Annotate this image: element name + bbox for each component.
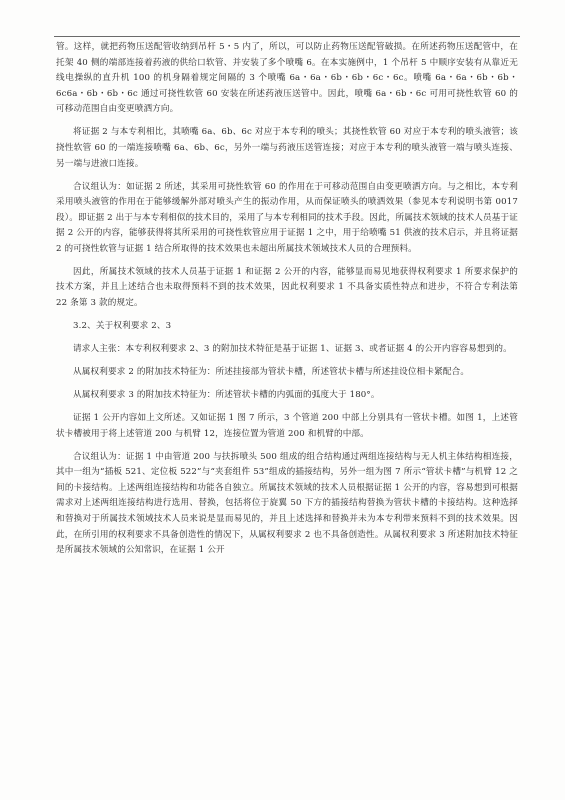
paragraph-evidence-1-disclosure: 证据 1 公开内容如上文所述。又如证据 1 图 7 所示，3 个管道 200 中部上分别具有一管状卡槽。如图 1，上述管状卡槽被用于将上述管道 200 与机臂 12，连接位置为管道 200 和机臂的中部。 — [56, 413, 518, 439]
paragraph-continuation: 管。这样，就把药物压送配管收纳到吊杆 5・5 内了，所以，可以防止药物压送配管破损。在所述药物压送配管中，在托架 40 侧的端部连接着药液的供给口软管、并安装了多个喷嘴 6。在本实施例中，1 个吊杆 5 中顺序安装有从靠近无线电操纵的直升机 100 的机身隔着规定间隔的 3 个喷嘴 6a・6a・6b・6b・6c・6c。喷嘴 6a・6a・6b・6b・6c6a・6b・6b・6c 通过可挠性软管 60 安装在所述药液压送管中。因此，喷嘴 6a・6b・6c 可用可挠性软管 60 的可移动范围自由变更喷洒方向。 — [56, 42, 518, 115]
section-heading-3-2: 3.2、关于权利要求 2、3 — [73, 321, 172, 332]
header-rule — [54, 36, 520, 37]
paragraph-comparison-evidence-2: 将证据 2 与本专利相比，其喷嘴 6a、6b、6c 对应于本专利的喷头；其挠性软管 60 对应于本专利的喷头液管；该挠性软管 60 的一端连接喷嘴 6a、6b、6c，另外一端与药液压送管连接；对应于本专利的喷头液管一端与喷头连接、另一端与进液口连接。 — [56, 127, 518, 169]
paragraph-petitioner-claim: 请求人主张：本专利权利要求 2、3 的附加技术特征是基于证据 1、证据 3、或者证据 4 的公开内容容易想到的。 — [73, 344, 512, 355]
paragraph-conclusion-claim-1: 因此，所属技术领域的技术人员基于证据 1 和证据 2 公开的内容，能够显而易见地获得权利要求 1 所要求保护的技术方案，并且上述结合也未取得预料不到的技术效果，因此权利要求 1 不具备实质性特点和进步，不符合专利法第 22 条第 3 款的规定。 — [56, 266, 518, 309]
paragraph-panel-opinion-2: 合议组认为：证据 1 中由管道 200 与扶拆喷头 500 组成的组合结构通过两组连接结构与无人机主体结构相连接，其中一组为“插板 521、定位板 522”与“夹套组件 53”组成的插接结构，另外一组为图 7 所示“管状卡槽”与机臂 12 之间的卡接结构。上述两组连接结构和功能各自独立。所属技术领域的技术人员根据证据 1 公开的内容，容易想到可根据需求对上述两组连接结构进行选用、替换，包括将位于旋翼 50 下方的插接结构替换为管状卡槽的卡接结构。这种选择和替换对于所属技术领域技术人员来说是显而易见的，并且上述选择和替换并未为本专利带来预料不到的技术效果。因此，在所引用的权利要求不具备创造性的情况下，从属权利要求 2 也不具备创造性。从属权利要求 3 所述附加技术特征是所属技术领域的公知常识，在证据 1 公开 — [56, 451, 518, 556]
paragraph-panel-opinion-1: 合议组认为：如证据 2 所述，其采用可挠性软管 60 的作用在于可移动范围自由变更喷洒方向。与之相比，本专利采用喷头液管的作用在于能够缓解外部对喷头产生的振动作用，从而保证喷头的喷洒效果（参见本专利说明书第 0017 段）。即证据 2 出于与本专利相似的技术目的，采用了与本专利相同的技术手段。因此，所属技术领域的技术人员基于证据 2 公开的内容，能够获得将其所采用的可挠性软管应用于证据 1 之中，用于给喷嘴 51 供液的技术启示，并且将证据 2 的可挠性软管与证据 1 结合所取得的技术效果也未超出所属技术领域技术人员的合理预料。 — [56, 181, 518, 254]
document-body — [56, 40, 518, 566]
paragraph-claim-3-feature: 从属权利要求 3 的附加技术特征为：所述管状卡槽的内弧面的弧度大于 180°。 — [73, 390, 380, 401]
paragraph-claim-2-feature: 从属权利要求 2 的附加技术特征为：所述挂接部为管状卡槽，所述管状卡槽与所述挂设位相卡紧配合。 — [73, 367, 470, 378]
